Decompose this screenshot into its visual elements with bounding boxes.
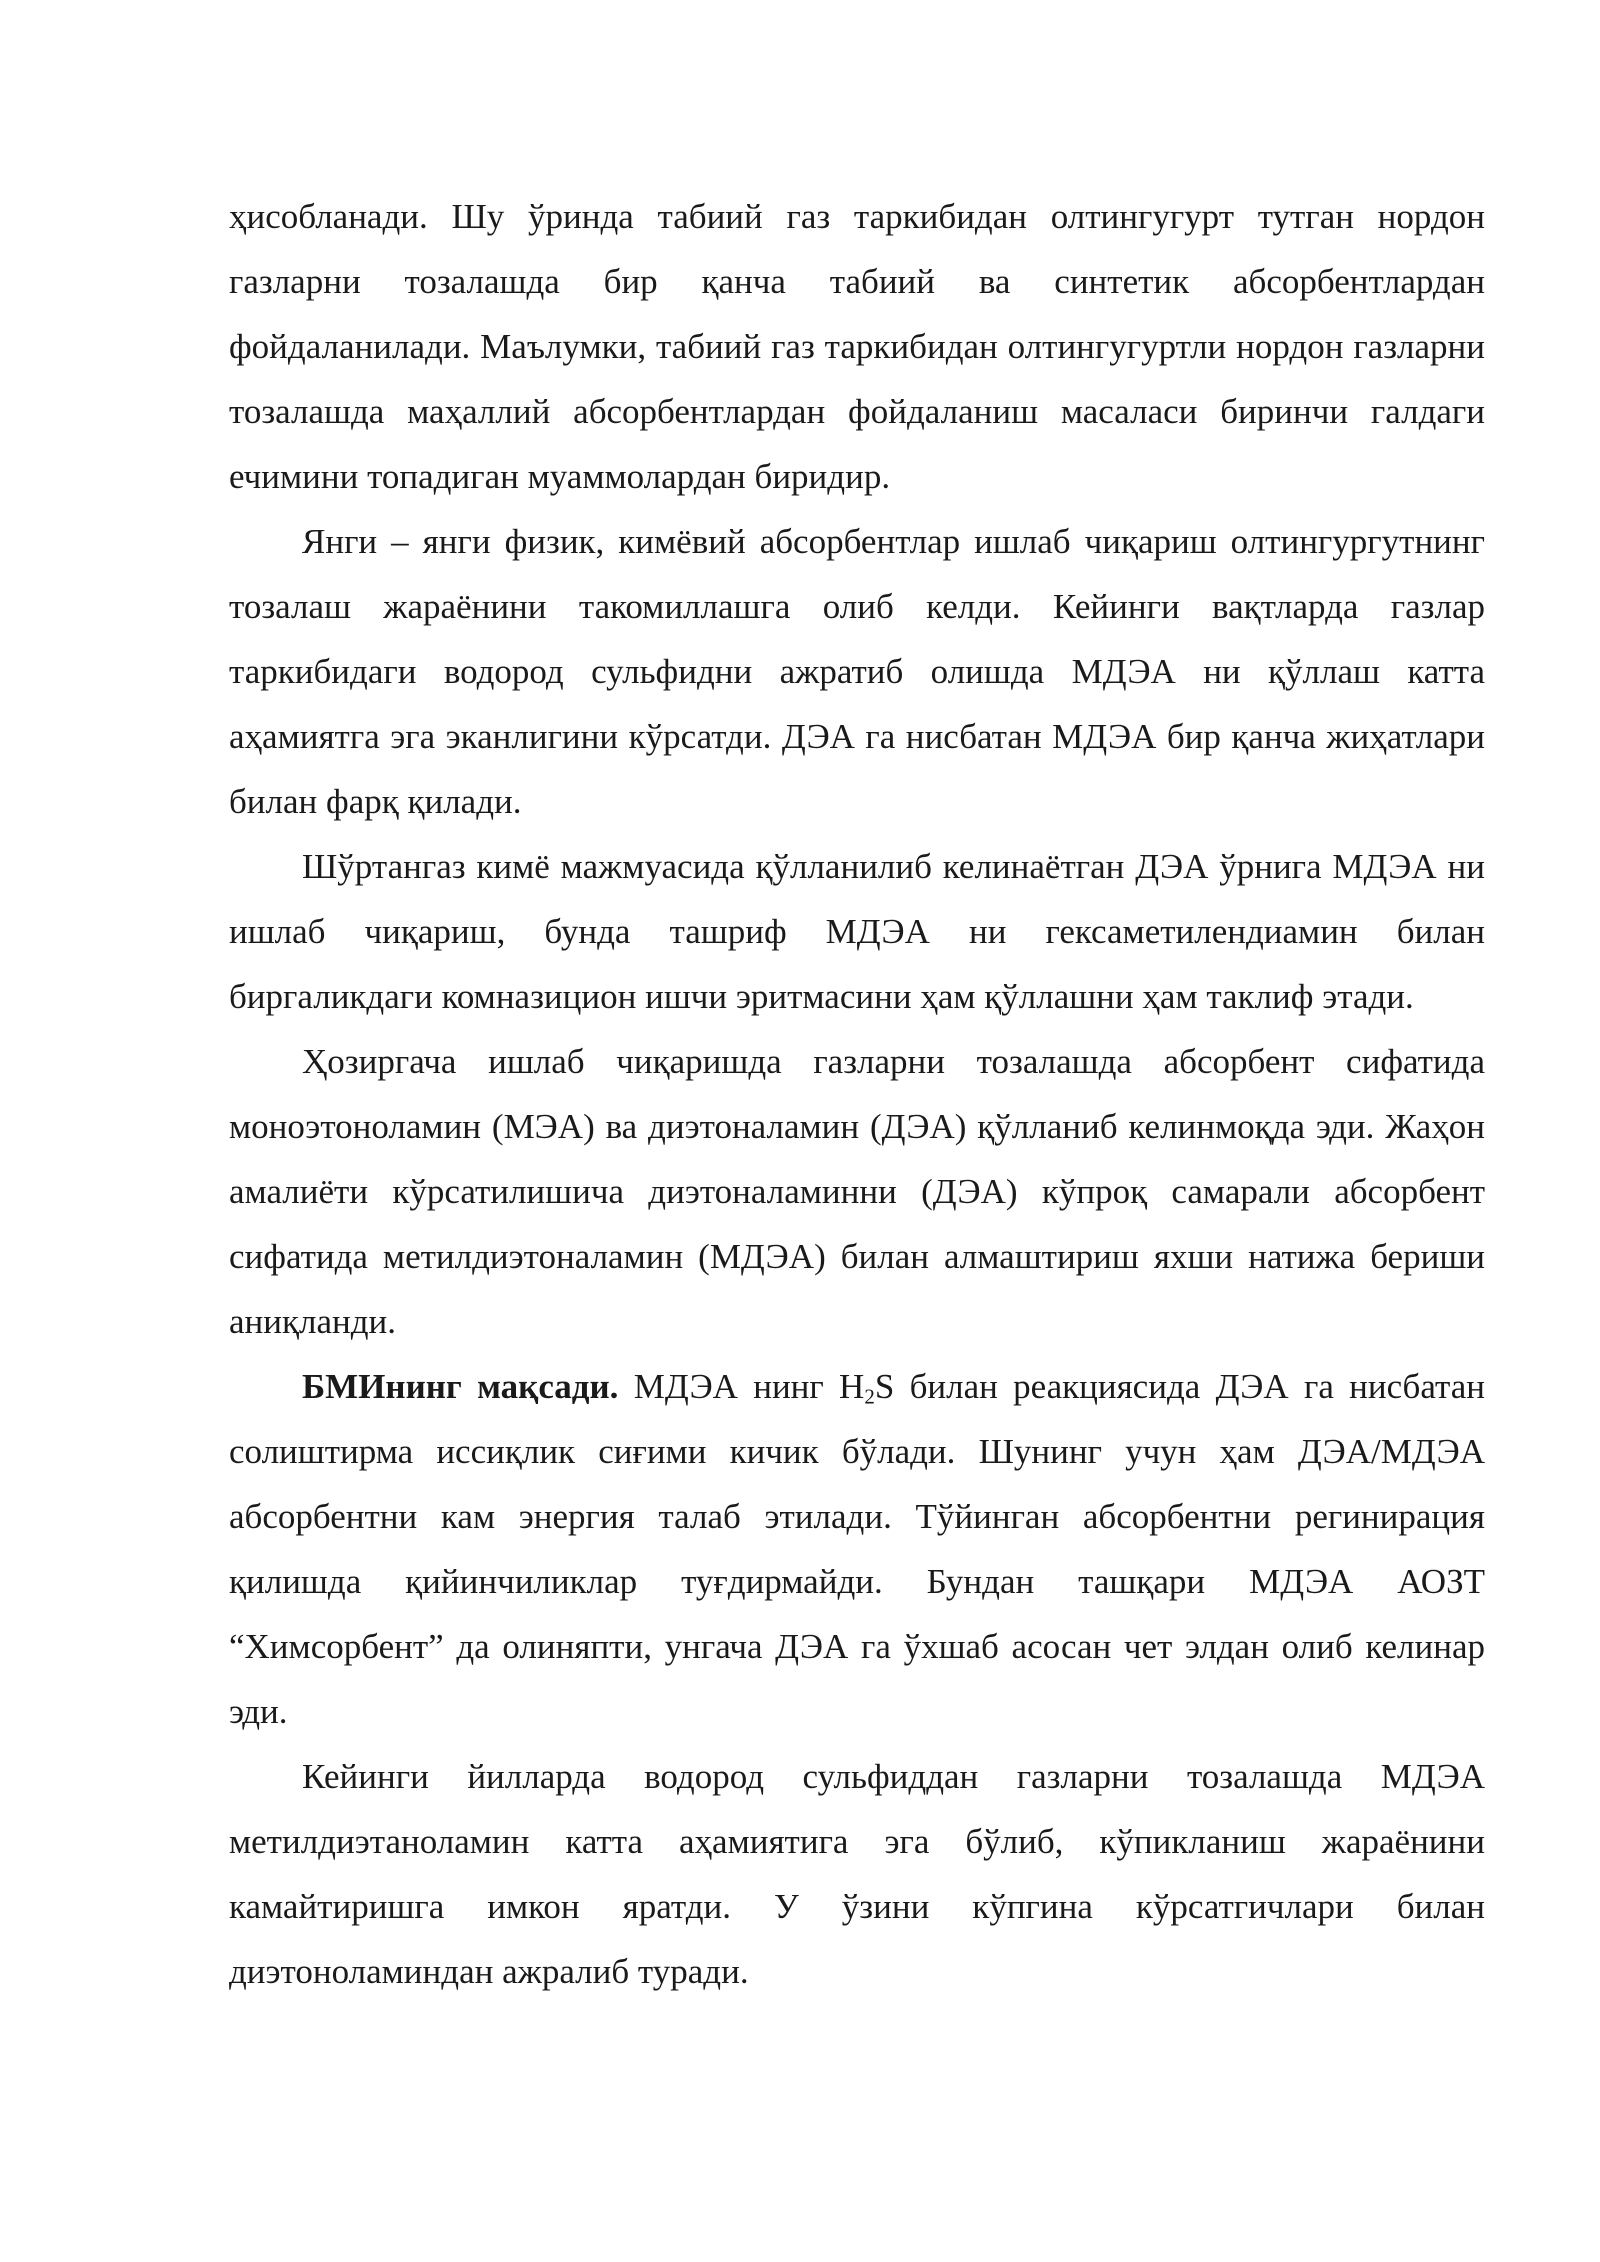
paragraph-5 <box>229 1354 1485 1744</box>
document-body <box>229 184 1485 2004</box>
paragraph-5-text-a: МДЭА нинг H <box>618 1367 865 1406</box>
paragraph-6: Кейинги йилларда водород сульфиддан газларни тозалашда МДЭА метилдиэтаноламин катта аҳамиятига эга бўлиб, кўпикланиш жараёнини камайтиришга имкон яратди. У ўзини кўпгина кўрсатгичлари билан диэтоноламиндан ажралиб туради. <box>229 1757 1485 1991</box>
paragraph-4: Ҳозиргача ишлаб чиқаришда газларни тозалашда абсорбент сифатида моноэтоноламин (МЭА) ва диэтоналамин (ДЭА) қўлланиб келинмоқда эди. Жаҳон амалиёти кўрсатилишича диэтоналаминни (ДЭА) кўпроқ самарали абсорбент сифатида метилдиэтоналамин (МДЭА) билан алмаштириш яхши натижа бериши аниқланди. <box>229 1042 1485 1341</box>
paragraph-3: Шўртангаз кимё мажмуасида қўлланилиб келинаётган ДЭА ўрнига МДЭА ни ишлаб чиқариш, бунда ташриф МДЭА ни гексаметилендиамин билан биргаликдаги комназицион ишчи эритмасини ҳам қўллашни ҳам таклиф этади. <box>229 847 1485 1016</box>
paragraph-2: Янги – янги физик, кимёвий абсорбентлар ишлаб чиқариш олтингургутнинг тозалаш жараёнини такомиллашга олиб келди. Кейинги вақтларда газлар таркибидаги водород сульфидни ажратиб олишда МДЭА ни қўллаш катта аҳамиятга эга эканлигини кўрсатди. ДЭА га нисбатан МДЭА бир қанча жиҳатлари билан фарқ қилади. <box>229 522 1485 821</box>
paragraph-5-text-b: S билан реакциясида ДЭА га нисбатан солиштирма иссиқлик сиғими кичик бўлади. Шунинг учун ҳам ДЭА/МДЭА абсорбентни кам энергия талаб этилади. Тўйинган абсорбентни регинирация қилишда қийинчиликлар туғдирмайди. Бундан ташқари МДЭА АОЗТ “Химсорбент” да олиняпти, унгача ДЭА га ўхшаб асосан чет элдан олиб келинар эди. <box>229 1367 1485 1731</box>
paragraph-5-heading: БМИнинг мақсади. <box>302 1367 619 1406</box>
paragraph-1: ҳисобланади. Шу ўринда табиий газ таркибидан олтингугурт тутган нордон газларни тозалашда бир қанча табиий ва синтетик абсорбентлардан фойдаланилади. Маълумки, табиий газ таркибидан олтингугуртли нордон газларни тозалашда маҳаллий абсорбентлардан фойдаланиш масаласи биринчи галдаги ечимини топадиган муаммолардан биридир. <box>229 197 1485 496</box>
paragraph-5-subscript: 2 <box>864 1384 875 1409</box>
